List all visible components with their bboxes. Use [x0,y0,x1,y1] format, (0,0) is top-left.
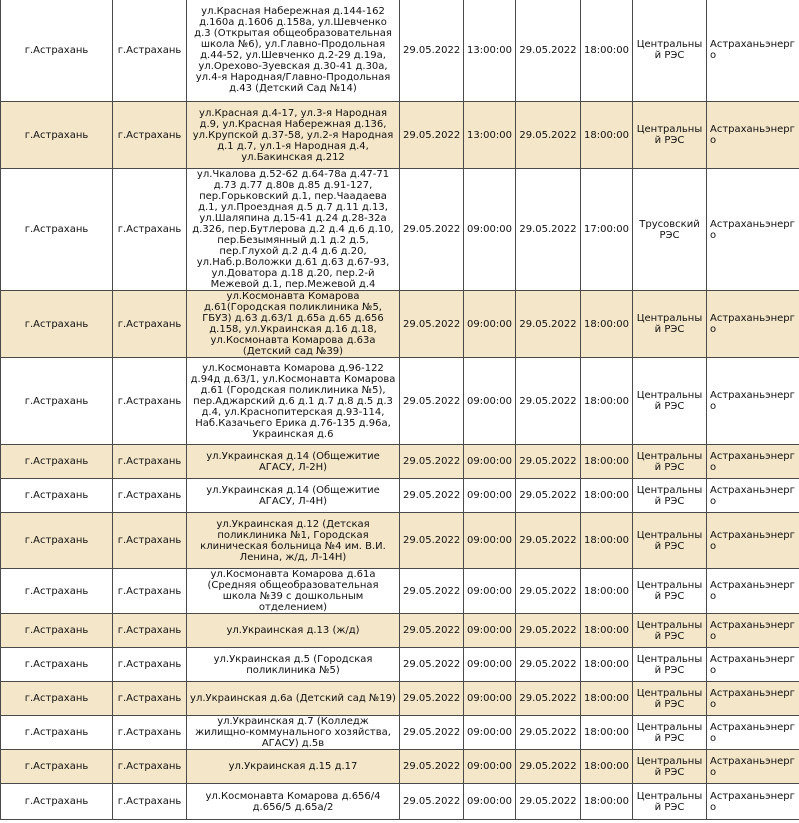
start-date-cell: 29.05.2022 [400,569,464,614]
org-cell: Астраханьэнерго [707,716,799,750]
end-time-cell: 18:00:00 [581,750,633,784]
branch-cell: Центральный РЭС [633,479,707,513]
end-date-cell: 29.05.2022 [516,445,581,479]
start-time-cell: 09:00:00 [464,569,516,614]
start-time-cell: 09:00:00 [464,614,516,648]
settlement-cell: г.Астрахань [113,0,187,102]
end-date-cell: 29.05.2022 [516,682,581,716]
branch-cell: Центральный РЭС [633,614,707,648]
settlement-cell: г.Астрахань [113,291,187,358]
start-date-cell: 29.05.2022 [400,169,464,291]
start-time-cell: 09:00:00 [464,784,516,820]
org-cell: Астраханьэнерго [707,750,799,784]
org-cell: Астраханьэнерго [707,445,799,479]
branch-cell: Центральный РЭС [633,291,707,358]
end-time-cell: 18:00:00 [581,569,633,614]
settlement-cell: г.Астрахань [113,614,187,648]
end-date-cell: 29.05.2022 [516,750,581,784]
org-cell: Астраханьэнерго [707,479,799,513]
settlement-cell: г.Астрахань [113,648,187,682]
address-cell: ул.Украинская д.15 д.17 [187,750,400,784]
locality-cell: г.Астрахань [1,716,113,750]
org-cell: Астраханьэнерго [707,614,799,648]
end-time-cell: 18:00:00 [581,479,633,513]
start-time-cell: 09:00:00 [464,291,516,358]
locality-cell: г.Астрахань [1,445,113,479]
locality-cell: г.Астрахань [1,682,113,716]
end-date-cell: 29.05.2022 [516,716,581,750]
start-date-cell: 29.05.2022 [400,102,464,169]
branch-cell: Центральный РЭС [633,358,707,445]
table-row [1,445,799,479]
table-row [1,169,799,291]
locality-cell: г.Астрахань [1,169,113,291]
table-row [1,614,799,648]
org-cell: Астраханьэнерго [707,648,799,682]
settlement-cell: г.Астрахань [113,358,187,445]
end-date-cell: 29.05.2022 [516,102,581,169]
start-time-cell: 09:00:00 [464,513,516,569]
table-row [1,358,799,445]
table-row [1,291,799,358]
branch-cell: Центральный РЭС [633,445,707,479]
org-cell: Астраханьэнерго [707,0,799,102]
table-row [1,648,799,682]
settlement-cell: г.Астрахань [113,513,187,569]
address-cell: ул.Украинская д.5 (Городская поликлиника №5) [187,648,400,682]
end-time-cell: 18:00:00 [581,291,633,358]
start-time-cell: 09:00:00 [464,648,516,682]
branch-cell: Трусовский РЭС [633,169,707,291]
start-date-cell: 29.05.2022 [400,358,464,445]
end-time-cell: 18:00:00 [581,0,633,102]
start-date-cell: 29.05.2022 [400,479,464,513]
end-date-cell: 29.05.2022 [516,513,581,569]
settlement-cell: г.Астрахань [113,682,187,716]
end-date-cell: 29.05.2022 [516,291,581,358]
org-cell: Астраханьэнерго [707,358,799,445]
end-date-cell: 29.05.2022 [516,169,581,291]
locality-cell: г.Астрахань [1,614,113,648]
start-date-cell: 29.05.2022 [400,750,464,784]
branch-cell: Центральный РЭС [633,569,707,614]
table-row [1,682,799,716]
address-cell: ул.Украинская д.12 (Детская поликлиника №1, Городская клиническая больница №4 им. В.И. Ленина, ж/д, Л-14Н) [187,513,400,569]
address-cell: ул.Чкалова д.52-62 д.64-78а д.47-71 д.73 д.77 д.80в д.85 д.91-127, пер.Горьковский д.1, пер.Чаадаева д.1, ул.Проездная д.5 д.7 д.11 д.13, ул.Шаляпина д.15-41 д.24 д.28-32а д.326, пер.Бутлерова д.2 д.4 д.6 д.10, пер.Безымянный д.1 д.2 д.5, пер.Глухой д.2 д.4 д.6 д.20, ул.Наб.р.Воложки д.61 д.63 д.67-93, ул.Доватора д.18 д.20, пер.2-й Межевой д.1, пер.Межевой д.4 [187,169,400,291]
org-cell: Астраханьэнерго [707,513,799,569]
branch-cell: Центральный РЭС [633,682,707,716]
start-date-cell: 29.05.2022 [400,682,464,716]
end-time-cell: 18:00:00 [581,513,633,569]
locality-cell: г.Астрахань [1,479,113,513]
branch-cell: Центральный РЭС [633,0,707,102]
end-date-cell: 29.05.2022 [516,569,581,614]
branch-cell: Центральный РЭС [633,648,707,682]
address-cell: ул.Украинская д.14 (Общежитие АГАСУ, Л-2Н) [187,445,400,479]
branch-cell: Центральный РЭС [633,513,707,569]
org-cell: Астраханьэнерго [707,169,799,291]
locality-cell: г.Астрахань [1,0,113,102]
table-row [1,513,799,569]
start-time-cell: 09:00:00 [464,750,516,784]
start-date-cell: 29.05.2022 [400,291,464,358]
end-date-cell: 29.05.2022 [516,648,581,682]
start-date-cell: 29.05.2022 [400,445,464,479]
end-date-cell: 29.05.2022 [516,479,581,513]
locality-cell: г.Астрахань [1,291,113,358]
end-time-cell: 18:00:00 [581,784,633,820]
end-time-cell: 18:00:00 [581,358,633,445]
address-cell: ул.Украинская д.14 (Общежитие АГАСУ, Л-4Н) [187,479,400,513]
org-cell: Астраханьэнерго [707,291,799,358]
end-time-cell: 18:00:00 [581,648,633,682]
org-cell: Астраханьэнерго [707,102,799,169]
settlement-cell: г.Астрахань [113,784,187,820]
table-row [1,750,799,784]
end-time-cell: 18:00:00 [581,614,633,648]
start-time-cell: 13:00:00 [464,0,516,102]
start-time-cell: 09:00:00 [464,716,516,750]
end-time-cell: 18:00:00 [581,716,633,750]
locality-cell: г.Астрахань [1,648,113,682]
address-cell: ул.Космонавта Комарова д.61(Городская поликлиника №5, ГБУЗ) д.63 д.63/1 д.65а д.65 д.656 д.158, ул.Украинская д.16 д.18, ул.Космонавта Комарова д.63а (Детский сад №39) [187,291,400,358]
org-cell: Астраханьэнерго [707,682,799,716]
start-date-cell: 29.05.2022 [400,784,464,820]
branch-cell: Центральный РЭС [633,784,707,820]
end-date-cell: 29.05.2022 [516,358,581,445]
table-row [1,784,799,820]
start-time-cell: 13:00:00 [464,102,516,169]
locality-cell: г.Астрахань [1,784,113,820]
branch-cell: Центральный РЭС [633,102,707,169]
table-row [1,0,799,102]
start-time-cell: 09:00:00 [464,169,516,291]
table-row [1,569,799,614]
branch-cell: Центральный РЭС [633,716,707,750]
address-cell: ул.Космонавта Комарова д.61а (Средняя общеобразовательная школа №39 с дошкольным отделением) [187,569,400,614]
table-row [1,716,799,750]
table-row [1,102,799,169]
end-time-cell: 18:00:00 [581,682,633,716]
start-date-cell: 29.05.2022 [400,513,464,569]
settlement-cell: г.Астрахань [113,445,187,479]
table-row [1,479,799,513]
start-date-cell: 29.05.2022 [400,614,464,648]
start-time-cell: 09:00:00 [464,358,516,445]
start-time-cell: 09:00:00 [464,479,516,513]
locality-cell: г.Астрахань [1,569,113,614]
settlement-cell: г.Астрахань [113,169,187,291]
locality-cell: г.Астрахань [1,750,113,784]
end-time-cell: 18:00:00 [581,445,633,479]
org-cell: Астраханьэнерго [707,784,799,820]
end-time-cell: 17:00:00 [581,169,633,291]
address-cell: ул.Украинская д.13 (ж/д) [187,614,400,648]
locality-cell: г.Астрахань [1,102,113,169]
settlement-cell: г.Астрахань [113,750,187,784]
settlement-cell: г.Астрахань [113,569,187,614]
settlement-cell: г.Астрахань [113,716,187,750]
end-date-cell: 29.05.2022 [516,0,581,102]
locality-cell: г.Астрахань [1,358,113,445]
org-cell: Астраханьэнерго [707,569,799,614]
branch-cell: Центральный РЭС [633,750,707,784]
end-time-cell: 18:00:00 [581,102,633,169]
address-cell: ул.Космонавта Комарова д.96-122 д.94д д.63/1, ул.Космонавта Комарова д.61 (Городская поликлиника №5), пер.Аджарский д.6 д.1 д.7 д.8 д.5 д.3 д.4, ул.Краснопитерская д.93-114, Наб.Казачьего Ерика д.76-135 д.96а, Украинская д.6 [187,358,400,445]
end-date-cell: 29.05.2022 [516,614,581,648]
settlement-cell: г.Астрахань [113,102,187,169]
address-cell: ул.Украинская д.6а (Детский сад №19) [187,682,400,716]
end-date-cell: 29.05.2022 [516,784,581,820]
settlement-cell: г.Астрахань [113,479,187,513]
start-date-cell: 29.05.2022 [400,716,464,750]
address-cell: ул.Красная Набережная д.144-162 д.160а д.1606 д.158а, ул.Шевченко д.3 (Открытая общеобразовательная школа №6), ул.Главно-Продольная д.44-52, ул.Шевченко д.2-29 д.19а, ул.Орехово-Зуевская д.30-41 д.30а, ул.4-я Народная/Главно-Продольная д.43 (Детский Сад №14) [187,0,400,102]
start-time-cell: 09:00:00 [464,445,516,479]
address-cell: ул.Космонавта Комарова д.656/4 д.656/5 д.65а/2 [187,784,400,820]
start-date-cell: 29.05.2022 [400,648,464,682]
address-cell: ул.Украинская д.7 (Колледж жилищно-коммунального хозяйства, АГАСУ) д.5в [187,716,400,750]
locality-cell: г.Астрахань [1,513,113,569]
start-date-cell: 29.05.2022 [400,0,464,102]
start-time-cell: 09:00:00 [464,682,516,716]
address-cell: ул.Красная д.4-17, ул.3-я Народная д.9, ул.Красная Набережная д.136, ул.Крупской д.37-58, ул.2-я Народная д.1 д.7, ул.1-я Народная д.4, ул.Бакинская д.212 [187,102,400,169]
